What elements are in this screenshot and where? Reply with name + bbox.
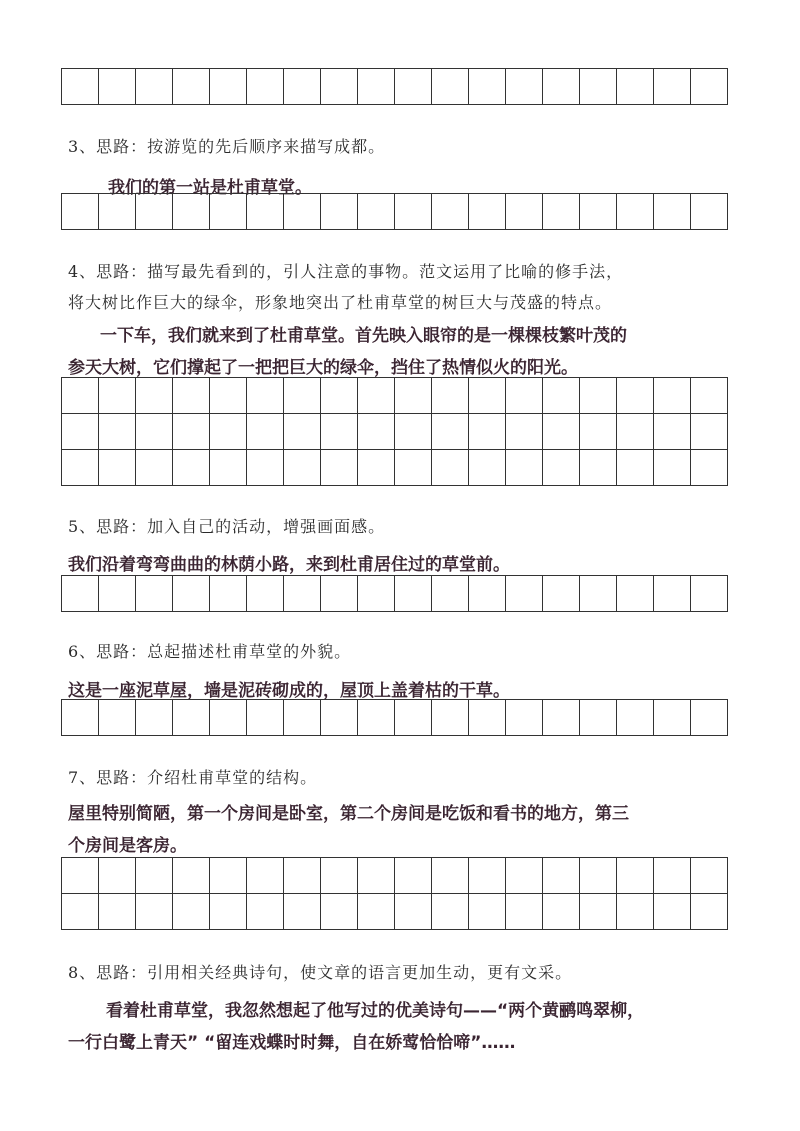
grid-row	[62, 894, 728, 930]
example-4-line1: 一下车，我们就来到了杜甫草堂。首先映入眼帘的是一棵棵枝繁叶茂的	[100, 326, 627, 346]
hint-6: 6、思路：总起描述杜甫草堂的外貌。	[68, 642, 352, 661]
writing-grid-7[interactable]	[61, 857, 728, 930]
hint-3: 3、思路：按游览的先后顺序来描写成都。	[68, 137, 386, 156]
grid-row	[62, 194, 728, 230]
writing-grid-6[interactable]	[61, 699, 728, 736]
example-8-line2: 一行白鹭上青天” “留连戏蝶时时舞，自在娇莺恰恰啼”……	[68, 1033, 516, 1053]
grid-row	[62, 378, 728, 414]
writing-grid-3[interactable]	[61, 193, 728, 230]
example-7-line2: 个房间是客房。	[68, 836, 187, 856]
writing-grid-4[interactable]	[61, 377, 728, 486]
grid-row	[62, 858, 728, 894]
hint-8: 8、思路：引用相关经典诗句，使文章的语言更加生动，更有文采。	[68, 963, 573, 982]
example-4-line2: 参天大树，它们撑起了一把把巨大的绿伞，挡住了热情似火的阳光。	[68, 358, 578, 378]
example-6: 这是一座泥草屋，墙是泥砖砌成的，屋顶上盖着枯的干草。	[68, 681, 510, 701]
hint-7: 7、思路：介绍杜甫草堂的结构。	[68, 768, 318, 787]
grid-row	[62, 450, 728, 486]
example-7-line1: 屋里特别简陋，第一个房间是卧室，第二个房间是吃饭和看书的地方，第三	[68, 804, 629, 824]
grid-row	[62, 576, 728, 612]
grid-row	[62, 700, 728, 736]
grid-row	[62, 69, 728, 105]
hint-4-line1: 4、思路：描写最先看到的，引人注意的事物。范文运用了比喻的修手法，	[68, 262, 624, 281]
writing-grid-5[interactable]	[61, 575, 728, 612]
grid-row	[62, 414, 728, 450]
example-3: 我们的第一站是杜甫草堂。	[108, 178, 312, 198]
hint-4-line2: 将大树比作巨大的绿伞，形象地突出了杜甫草堂的树巨大与茂盛的特点。	[68, 293, 613, 312]
writing-grid-top[interactable]	[61, 68, 728, 105]
example-5: 我们沿着弯弯曲曲的林荫小路，来到杜甫居住过的草堂前。	[68, 555, 510, 575]
hint-5: 5、思路：加入自己的活动，增强画面感。	[68, 517, 386, 536]
example-8-line1: 看着杜甫草堂，我忽然想起了他写过的优美诗句——“两个黄鹂鸣翠柳，	[106, 1001, 645, 1021]
